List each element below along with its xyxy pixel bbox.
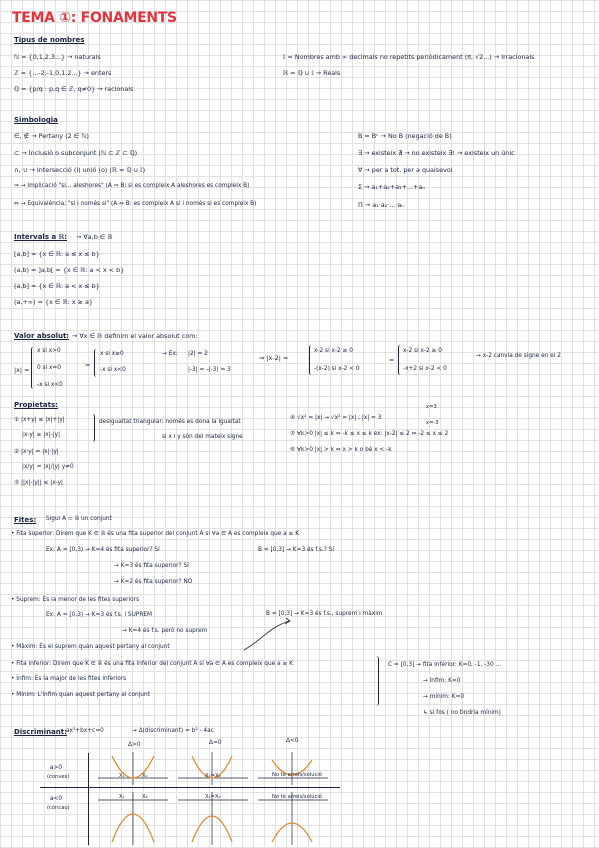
root-x2-pos: X₂ (142, 773, 148, 779)
section-heading-simbologia: Simbologia (14, 116, 58, 124)
suprem-def: • Suprem: És la menor de les fites superiors (11, 597, 140, 603)
no-solution-neg: No té arrels/solució (272, 794, 322, 800)
interval-open: (a,b) = ]a,b[ = {x ∈ ℝ: a < x < b} (14, 266, 125, 274)
symbol-right-1: B = Bᶜ → No B (negació de B) (358, 132, 452, 140)
reals-line: ℝ = ℚ ∪ 𝕀 → Reals (283, 69, 341, 77)
prop-1-note-2: si x i y són del mateix signe (162, 434, 243, 440)
abs-lhs: |x| = (14, 366, 30, 374)
abs2-case-1: x si x≥0 (100, 351, 124, 357)
mid-case-2: -(x-2) si x-2 < 0 (314, 366, 360, 372)
col-delta-neg: Δ<0 (286, 738, 299, 744)
fita-sup-ex-1: Ex: A = [0,3) → K=4 és fita superior? Sí (46, 547, 160, 553)
fites-intro: Sigui A ⊂ ℝ un conjunt (46, 516, 112, 522)
prop-5: ⑤ ∀k>0 |x| ≤ k ⇔ -k ≤ x ≤ k ex: |x-2| ≤ 2 ⇔ -2 ≤ x ≤ 2 (290, 431, 449, 437)
prop-2a: ② |x·y| = |x|·|y| (14, 449, 59, 455)
symbol-right-2: ∃ → existeix ∄ → no existeix ∃! → existeix un únic (358, 149, 515, 157)
root-equal-neg: X₁=X₂ (205, 794, 221, 800)
row-a-pos-label: a>0 (50, 765, 63, 771)
c-infim-line: → ínfim: K=0 (423, 678, 461, 684)
disc-equation: ax²+bx+c=0 (66, 728, 104, 734)
fita-sup-b: B = [0,3] → K=3 és f.s.? Sí (258, 547, 334, 553)
right-case-2: -x+2 si x-2 < 0 (403, 366, 447, 372)
equals-sign-2: = (389, 356, 395, 364)
symbol-right-4: Σ → a₁+a₂+a₃+...+aₙ (358, 183, 425, 191)
root-equal-pos: X₁=X₂ (205, 773, 221, 779)
mid-case-1: x-2 si x-2 ≥ 0 (314, 348, 353, 354)
abs-case-1: x si x>0 (37, 348, 61, 354)
enters-line: ℤ = {...-2,-1,0,1,2...} → enters (14, 69, 112, 77)
prop-6: ⑥ ∀k>0 |x| > k ⇔ x > k o bé x < -k (290, 447, 392, 453)
col-delta-zero: Δ=0 (209, 740, 222, 746)
page-title: TEMA ①: FONAMENTS (12, 10, 177, 26)
minim-def: • Mínim: L'ínfim quan aquest pertany al conjunt (11, 692, 150, 698)
fita-inferior-def: • Fita inferior: Direm que K ∈ ℝ és una fita inferior del conjunt A si ∀a ∈ A es compleix que a ≥ K (11, 661, 293, 667)
racionals-line: ℚ = {p/q : p,q ∈ ℤ, q≠0} → racionals (14, 85, 134, 93)
maxim-def: • Màxim: És el suprem quan aquest pertany al conjunt (11, 644, 170, 650)
section-heading-intervals: Intervals a ℝ: (14, 233, 67, 241)
naturals-line: ℕ = {0,1,2,3...} → naturals (14, 53, 101, 61)
suprem-b: B = [0,3] → K=3 és f.s., suprem i màxim (266, 611, 383, 617)
prop-2b: |x/y| = |x|/|y| y≠0 (22, 464, 74, 470)
prop-1a: ① |x+y| ≤ |x|+|y| (14, 417, 65, 423)
abs-ex-label: → Ex: (162, 351, 178, 357)
sign-change-note: → x-2 canvia de signe en el 2 (476, 353, 561, 359)
section-heading-tipus: Tipus de nombres (14, 36, 85, 44)
prop-4: ④ √x² = |x| → √x² = |x| ; |x| = 3 (290, 415, 382, 421)
symbol-line-3: ∩, ∪ → Intersecció (i) unió (o) (ℝ = ℚ ∪ 𝕀) (14, 166, 146, 174)
c-sup-line: ↳ si fos ( no tindria mínim) (423, 710, 501, 716)
fita-superior-def: • Fita superior: Direm que K ∈ ℝ és una fita superior del conjunt A si ∀a ∈ A es compleix que a ≤ K (11, 531, 300, 537)
abs2-case-2: -x si x<0 (100, 367, 126, 373)
symbol-line-4: ⇒ → Implicació "si... aleshores" (A ⇒ B: si es compleix A aleshores es compleix B) (14, 183, 250, 189)
suprem-ex-2: → K=4 és f.s. però no suprem (122, 628, 208, 634)
row-a-neg-sub: (còncau) (47, 805, 70, 811)
symbol-right-3: ∀ → per a tot, per a qualsevol (358, 166, 453, 174)
root-x2-neg: X₂ (142, 794, 148, 800)
infim-def: • Ínfim: És la major de les fites inferiors (11, 676, 127, 682)
disc-delta: → Δ(discriminant) = b² - 4ac (132, 728, 214, 734)
irracionals-line: 𝕀 = Nombres amb ∞ decimals no repetits periòdicament (π, √2...) → Irracionals (283, 53, 535, 61)
abs-ex-1: |2| = 2 (188, 351, 208, 357)
root-x1-pos: X₁ (119, 773, 125, 779)
symbol-line-2: ⊂ → Inclusió o subconjunt (ℕ ⊂ ℤ ⊂ ℚ) (14, 149, 138, 157)
fita-sup-ex-3: → K=2 és fita superior? NO (114, 579, 193, 585)
abs-ex-2: |-3| = -(-3) = 3 (188, 367, 231, 373)
symbol-line-1: ∈, ∉ → Pertany (2 ∈ ℕ) (14, 132, 89, 140)
section-heading-discriminant: Discriminant: (14, 728, 67, 736)
abs-mid-lhs: ⇒ |x-2| = (259, 354, 289, 362)
col-delta-pos: Δ>0 (128, 742, 141, 748)
fita-sup-ex-2: → K=3 és fita superior? Sí (114, 563, 189, 569)
prop-1b: |x-y| ≥ |x|-|y| (22, 432, 61, 438)
c-set-line: C = [0,3] → fita inferior: K=0, -1, -30 ... (388, 662, 502, 668)
prop-4-sol-1: x=3 (426, 404, 437, 410)
prop-3: ③ ||x|-|y|| ≤ |x-y| (14, 480, 64, 486)
prop-4-sol-2: x=-3 (426, 420, 439, 426)
abs-case-3: -x si x<0 (37, 382, 63, 388)
interval-half-open: (a,b] = {x ∈ ℝ: a < x ≤ b} (14, 282, 100, 290)
section-heading-valor-absolut: Valor absolut: (14, 332, 70, 340)
row-a-neg-label: a<0 (50, 796, 63, 802)
section-heading-fites: Fites: (14, 516, 37, 524)
c-minim-line: → mínim: K=0 (423, 694, 465, 700)
symbol-line-5: ⇔ → Equivalència; "si i només si" (A ⇔ B: es compleix A si i només si es compleix B) (14, 201, 257, 207)
symbol-right-5: Π → a₁·a₂·...·aₙ (358, 201, 404, 209)
section-heading-propietats: Propietats: (14, 401, 58, 409)
interval-infinite: (a,+∞) = {x ∈ ℝ: x ≥ a} (14, 298, 93, 306)
abs-case-2: 0 si x=0 (37, 365, 61, 371)
root-x1-neg: X₁ (119, 794, 125, 800)
interval-closed: [a,b] = {x ∈ ℝ: a ≤ x ≤ b} (14, 250, 100, 258)
valor-intro: → ∀x ∈ ℝ definim el valor absolut com: (72, 332, 198, 340)
right-case-1: x-2 si x-2 ≥ 0 (403, 348, 442, 354)
prop-1-note: desigualtat triangular: només es dona la igualtat (99, 419, 241, 425)
no-solution-pos: No té arrels/solució (272, 772, 322, 778)
row-a-pos-sub: (convex) (47, 774, 70, 780)
suprem-ex-1: Ex: A = [0,3) → K=3 és f.s. i SUPREM (46, 612, 153, 618)
equals-sign: = (85, 361, 91, 369)
intervals-sub: → ∀a,b ∈ ℝ (76, 233, 113, 241)
